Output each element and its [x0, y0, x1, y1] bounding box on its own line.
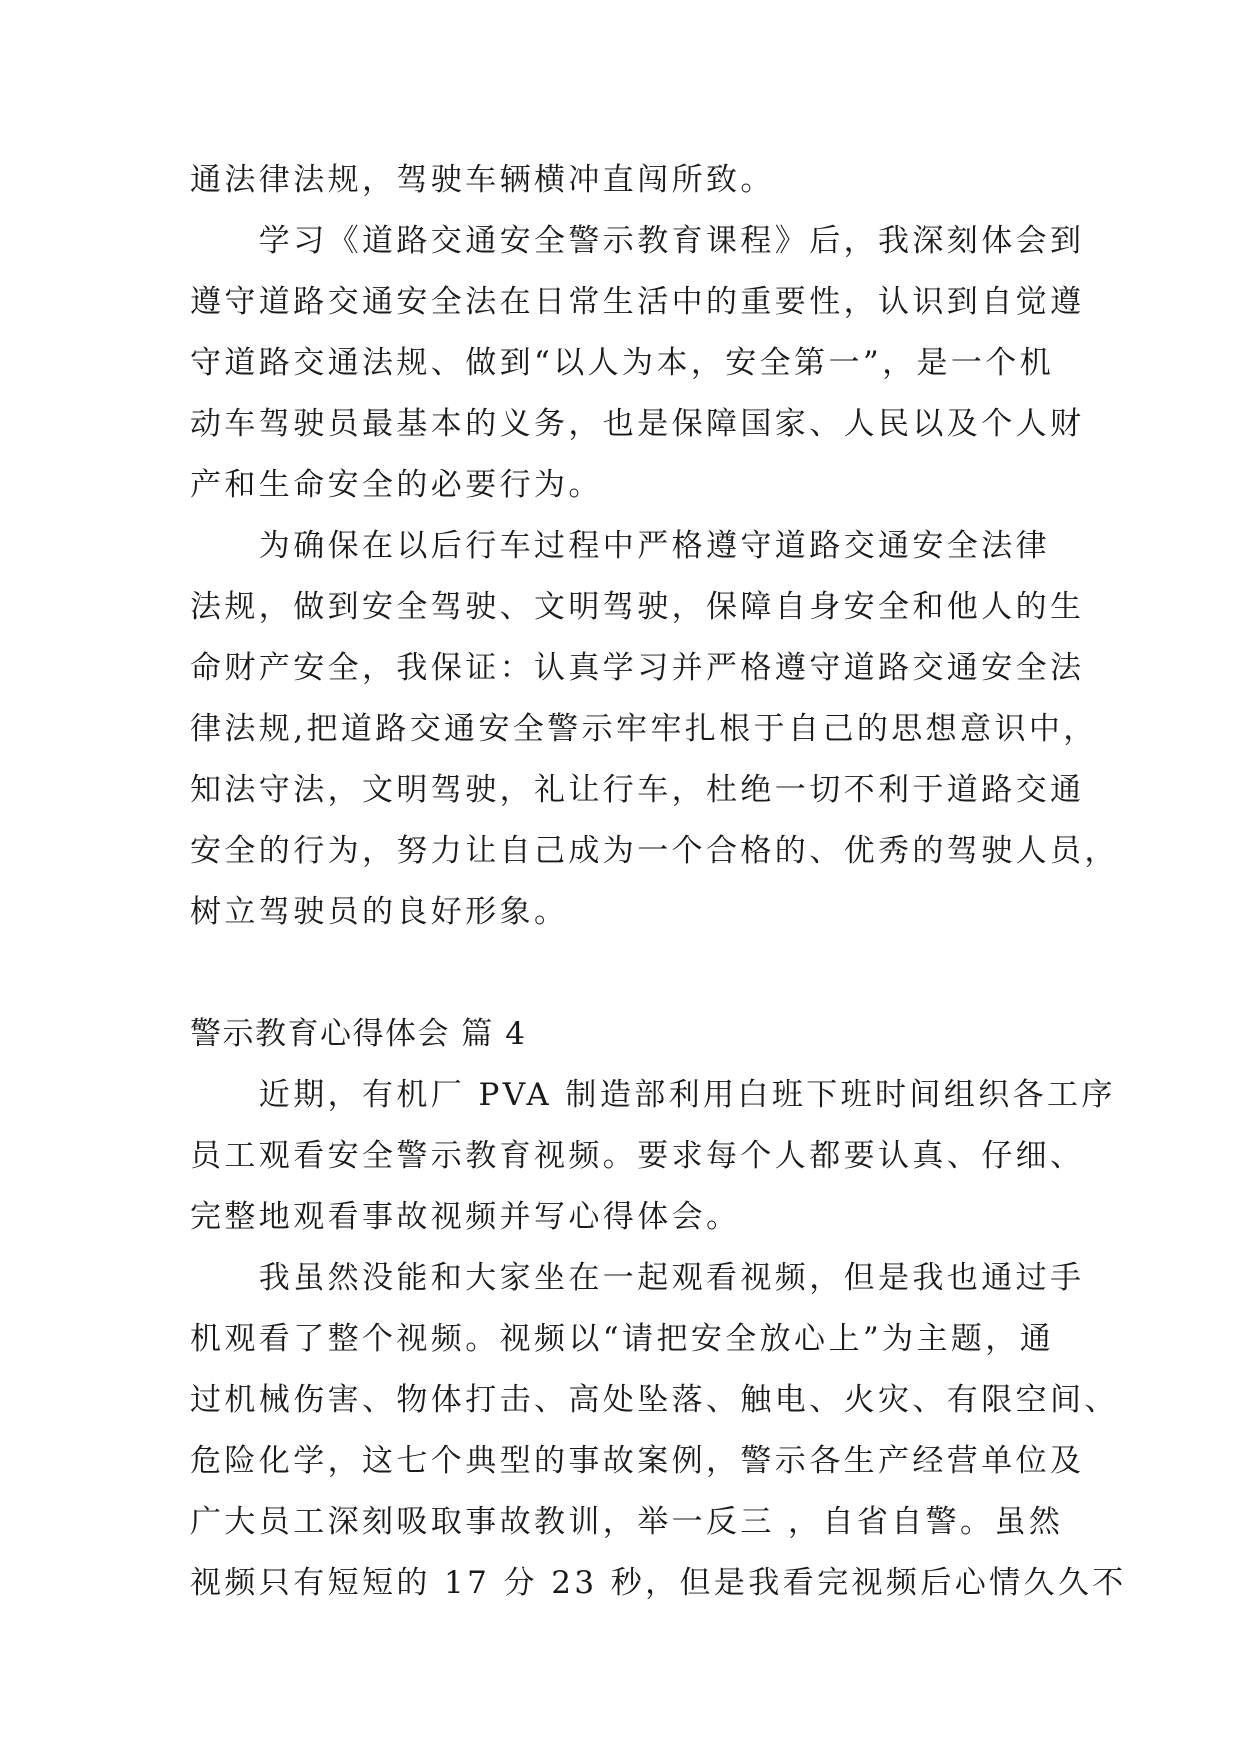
text-line: 安全的行为，努力让自己成为一个合格的、优秀的驾驶人员， — [190, 833, 1119, 869]
text-line: 为确保在以后行车过程中严格遵守道路交通安全法律 — [190, 528, 1050, 564]
section-title: 警示教育心得体会 篇 4 — [190, 1016, 527, 1052]
text-line: 员工观看安全警示教育视频。要求每个人都要认真、仔细、 — [190, 1138, 1085, 1174]
text-line: 命财产安全，我保证：认真学习并严格遵守道路交通安全法 — [190, 650, 1085, 686]
text-line: 视频只有短短的 17 分 23 秒，但是我看完视频后心情久久不 — [190, 1565, 1127, 1601]
text-line: 知法守法，文明驾驶，礼让行车，杜绝一切不利于道路交通 — [190, 772, 1085, 808]
text-line: 我虽然没能和大家坐在一起观看视频，但是我也通过手 — [190, 1260, 1085, 1296]
text-line: 近期，有机厂 PVA 制造部利用白班下班时间组织各工序 — [190, 1077, 1116, 1113]
text-line: 法规，做到安全驾驶、文明驾驶，保障自身安全和他人的生 — [190, 589, 1085, 625]
text-line: 律法规,把道路交通安全警示牢牢扎根于自己的思想意识中， — [190, 711, 1098, 747]
text-line: 遵守道路交通安全法在日常生活中的重要性，认识到自觉遵 — [190, 284, 1085, 320]
text-line: 机观看了整个视频。视频以“请把安全放心上”为主题，通 — [190, 1321, 1055, 1357]
document-body — [190, 150, 1127, 1614]
text-line: 学习《道路交通安全警示教育课程》后，我深刻体会到 — [190, 223, 1085, 259]
text-line: 守道路交通法规、做到“以人为本，安全第一”，是一个机 — [190, 345, 1055, 381]
text-line: 动车驾驶员最基本的义务，也是保障国家、人民以及个人财 — [190, 406, 1085, 442]
text-line: 树立驾驶员的良好形象。 — [190, 894, 569, 930]
text-line: 产和生命安全的必要行为。 — [190, 467, 603, 503]
text-line: 危险化学，这七个典型的事故案例，警示各生产经营单位及 — [190, 1443, 1085, 1479]
text-line: 广大员工深刻吸取事故教训，举一反三 ，自省自警。虽然 — [190, 1504, 1064, 1540]
text-line: 过机械伤害、物体打击、高处坠落、触电、火灾、有限空间、 — [190, 1382, 1119, 1418]
text-line: 通法律法规，驾驶车辆横冲直闯所致。 — [190, 162, 775, 198]
text-line: 完整地观看事故视频并写心得体会。 — [190, 1199, 741, 1235]
section-spacer — [190, 943, 1070, 1004]
